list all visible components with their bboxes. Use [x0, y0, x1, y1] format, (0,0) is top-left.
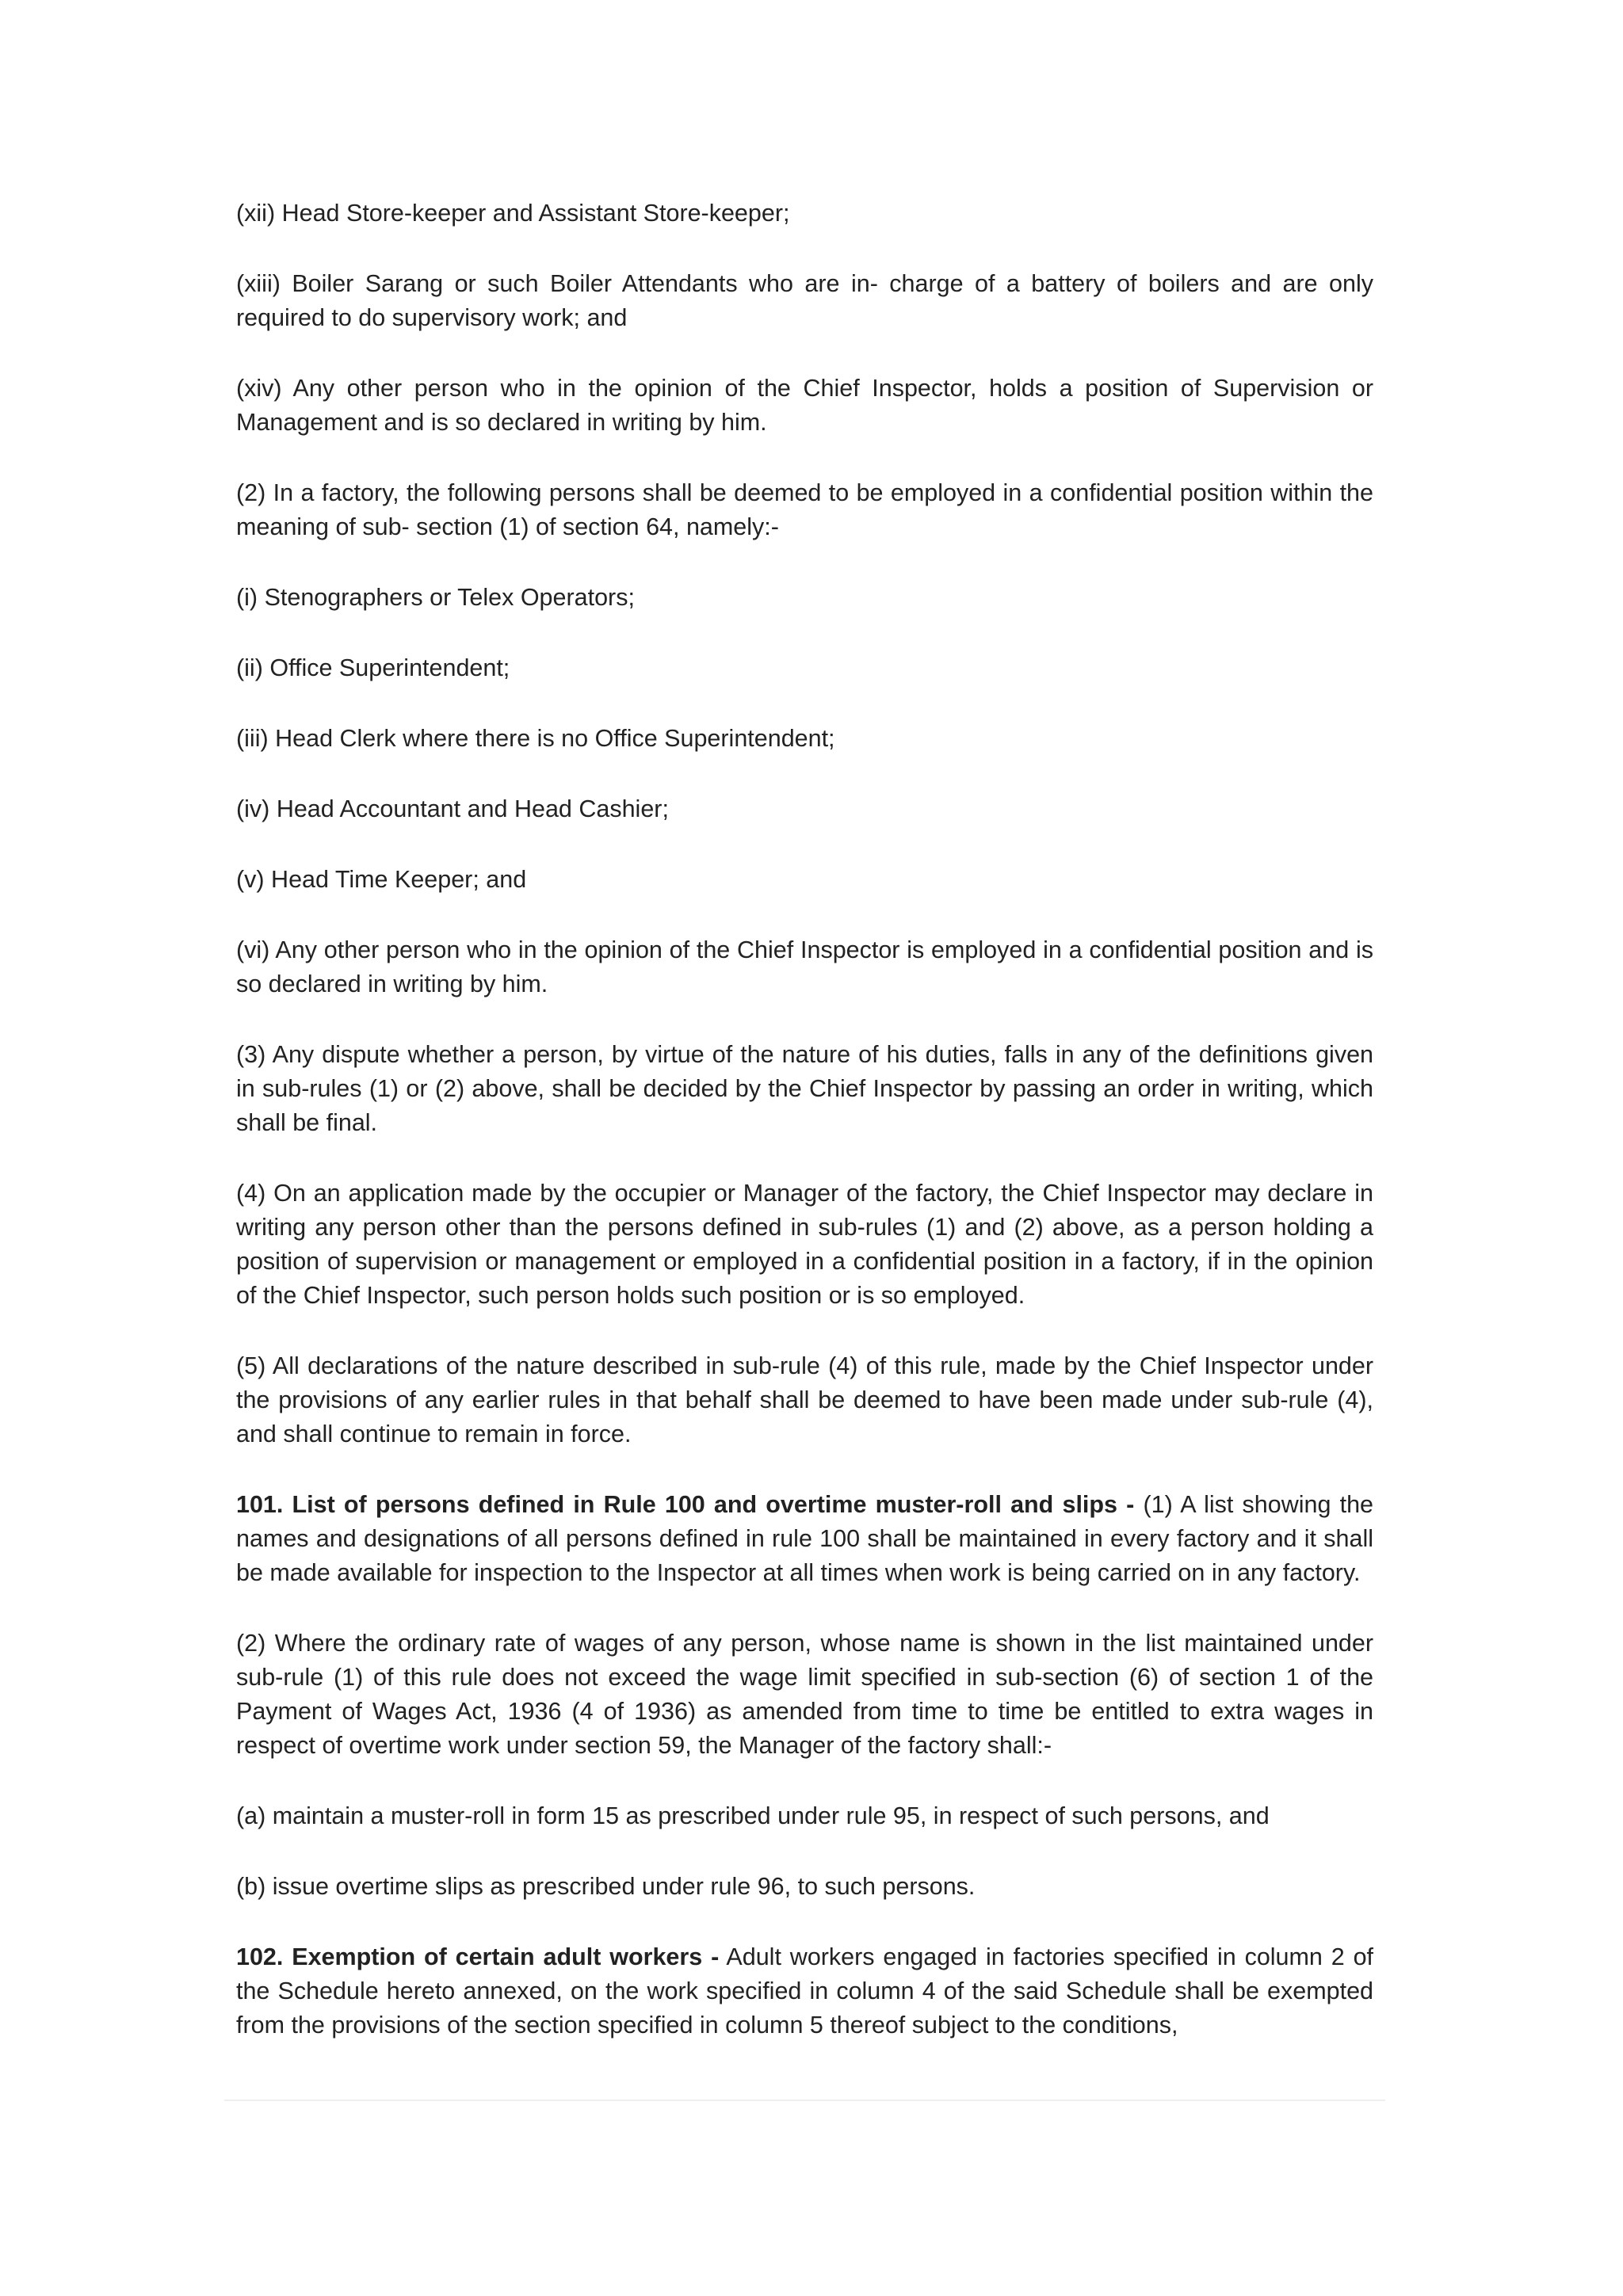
paragraph-b: (b) issue overtime slips as prescribed under rule 96, to such persons. — [236, 1873, 976, 1900]
paragraph-vi: (vi) Any other person who in the opinion of the Chief Inspector is employed in a confidential position and is so declared in writing by him. — [236, 936, 1373, 997]
paragraph-ii: (ii) Office Superintendent; — [236, 654, 510, 681]
rule-101-text: (1) A list showing the names and designations of all persons defined in rule 100 shall be maintained in every factory and it shall be made available for inspection to the Inspector at all times when work is being carried on in any factory. — [236, 1491, 1373, 1586]
rule-102-heading: 102. Exemption of certain adult workers - — [236, 1943, 720, 1970]
paragraph-i: (i) Stenographers or Telex Operators; — [236, 584, 635, 611]
paragraph-sub-rule-3: (3) Any dispute whether a person, by virtue of the nature of his duties, falls in any of the definitions given in sub-rules (1) or (2) above, shall be decided by the Chief Inspector by passing an order in writing, which shall be final. — [236, 1041, 1373, 1136]
rule-102-text: Adult workers engaged in factories specified in column 2 of the Schedule hereto annexed, on the work specified in column 4 of the said Schedule shall be exempted from the provisions of the section specified in column 5 thereof subject to the conditions, — [236, 1943, 1374, 2039]
document-page — [236, 196, 1373, 2042]
rule-101-heading: 101. List of persons defined in Rule 100 and overtime muster-roll and slips - — [236, 1491, 1135, 1518]
paragraph-rule-101 — [236, 1488, 1373, 1590]
paragraph-sub-rule-2: (2) In a factory, the following persons shall be deemed to be employed in a confidential position within the meaning of sub- section (1) of section 64, namely:- — [236, 479, 1373, 540]
paragraph-xiv: (xiv) Any other person who in the opinion of the Chief Inspector, holds a position of Supervision or Management and is so declared in writing by him. — [236, 375, 1373, 436]
paragraph-v: (v) Head Time Keeper; and — [236, 866, 527, 893]
paragraph-rule-102 — [236, 1940, 1373, 2042]
footer-divider — [224, 2100, 1385, 2101]
paragraph-a: (a) maintain a muster-roll in form 15 as prescribed under rule 95, in respect of such persons, and — [236, 1802, 1270, 1829]
paragraph-iii: (iii) Head Clerk where there is no Office Superintendent; — [236, 725, 835, 752]
paragraph-sub-rule-5: (5) All declarations of the nature described in sub-rule (4) of this rule, made by the Chief Inspector under the provisions of any earlier rules in that behalf shall be deemed to have been made under sub-rule (4), and shall continue to remain in force. — [236, 1352, 1373, 1447]
paragraph-xii: (xii) Head Store-keeper and Assistant Store-keeper; — [236, 200, 790, 227]
paragraph-iv: (iv) Head Accountant and Head Cashier; — [236, 795, 669, 822]
paragraph-sub-rule-4: (4) On an application made by the occupier or Manager of the factory, the Chief Inspector may declare in writing any person other than the persons defined in sub-rules (1) and (2) above, as a person holding a position of supervision or management or employed in a confidential position in a factory, if in the opinion of the Chief Inspector, such person holds such position or is so employed. — [236, 1180, 1373, 1309]
paragraph-xiii: (xiii) Boiler Sarang or such Boiler Attendants who are in- charge of a battery of boilers and are only required to do supervisory work; and — [236, 270, 1373, 331]
paragraph-rule-101-sub-2: (2) Where the ordinary rate of wages of any person, whose name is shown in the list maintained under sub-rule (1) of this rule does not exceed the wage limit specified in sub-section (6) of section 1 of the Payment of Wages Act, 1936 (4 of 1936) as amended from time to time be entitled to extra wages in respect of overtime work under section 59, the Manager of the factory shall:- — [236, 1630, 1373, 1759]
